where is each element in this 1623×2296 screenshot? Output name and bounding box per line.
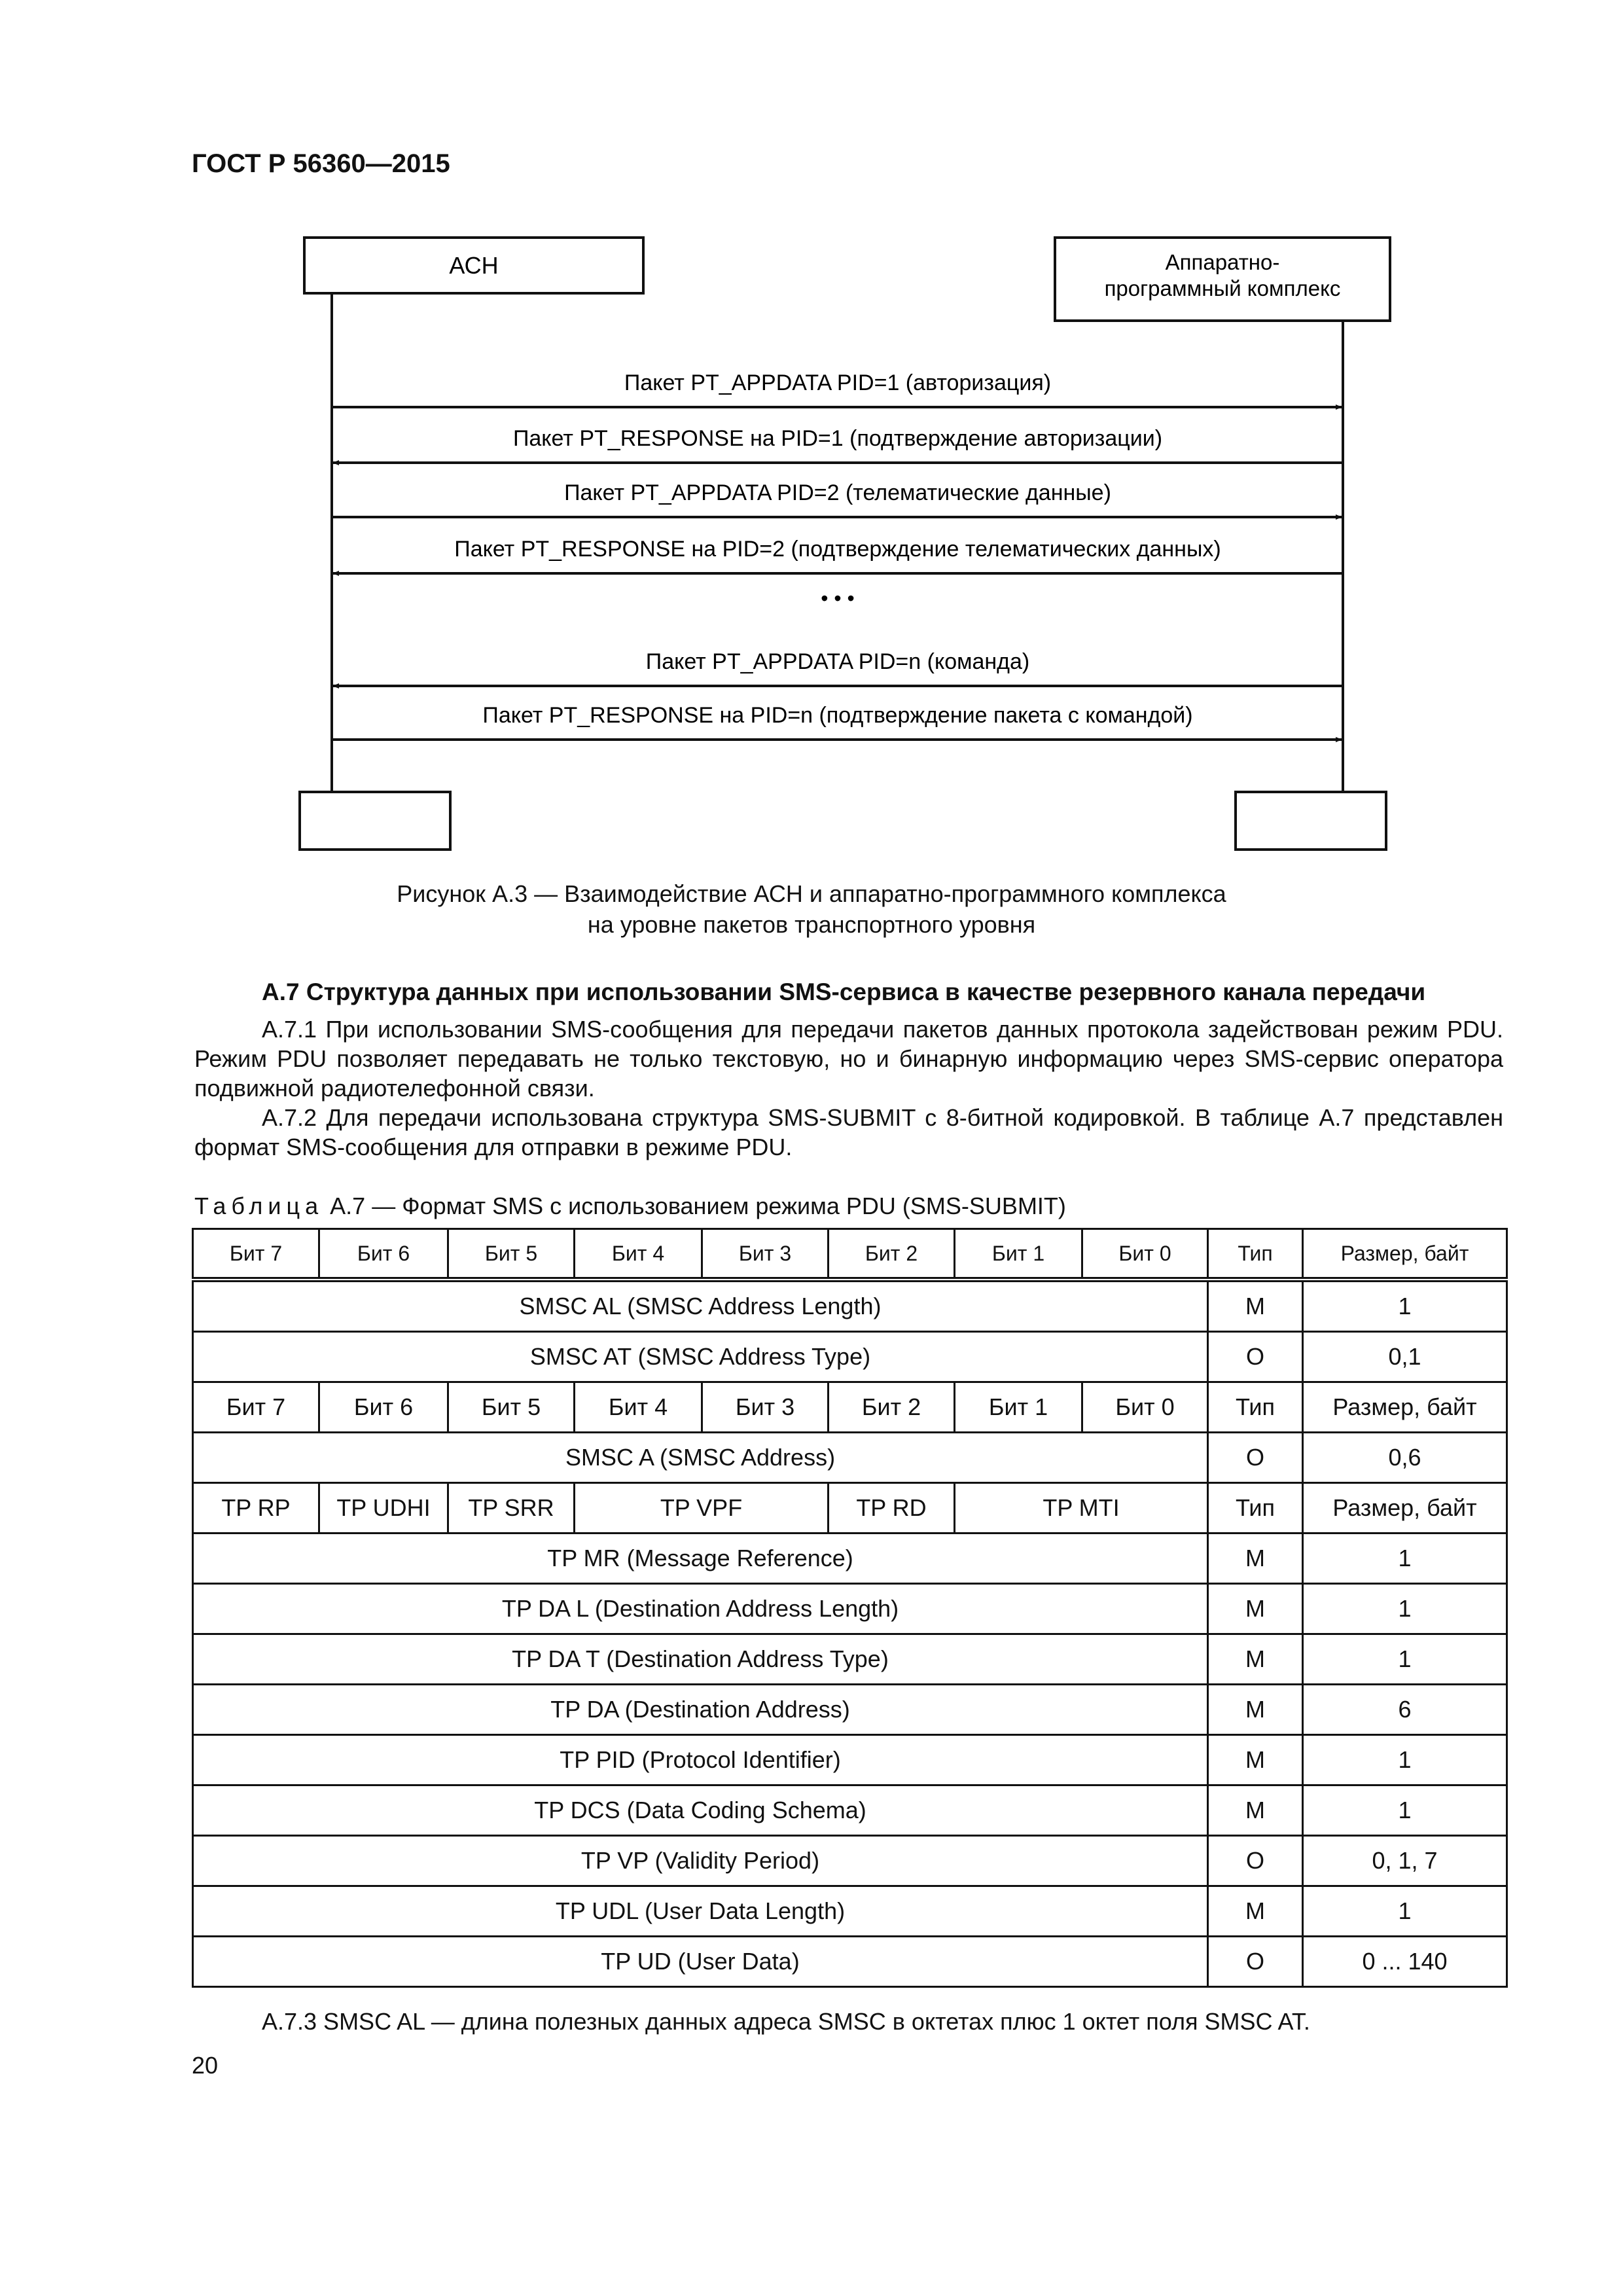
table-caption-prefix: Таблица xyxy=(194,1193,324,1219)
type-cell: М xyxy=(1208,1634,1303,1685)
paragraph-a71: А.7.1 При использовании SMS-сообщения для передачи пакетов данных протокола задействован режим PDU. Режим PDU позволяет передавать не только текстовую, но и бинарную информацию через SMS-сервис оператора подвижной радиотелефонной связи. xyxy=(194,1016,1503,1102)
header-cell: Бит 7 xyxy=(193,1229,319,1280)
message-label: Пакет PT_RESPONSE на PID=n (подтверждение пакета с командой) xyxy=(482,703,1193,728)
table-row xyxy=(193,1382,1507,1433)
type-cell: О xyxy=(1208,1433,1303,1483)
header-cell: Тип xyxy=(1208,1229,1303,1280)
size-cell: 1 xyxy=(1303,1886,1507,1937)
message-label: Пакет PT_RESPONSE на PID=1 (подтверждение авторизации) xyxy=(512,426,1163,451)
header-cell: Бит 4 xyxy=(575,1229,702,1280)
field-cell: SMSC AT (SMSC Address Type) xyxy=(193,1332,1208,1382)
table-row xyxy=(193,1332,1507,1382)
bit-cell: Бит 6 xyxy=(319,1382,448,1433)
table-caption xyxy=(194,1193,1066,1220)
header-cell: Бит 2 xyxy=(829,1229,955,1280)
size-cell: 0, 1, 7 xyxy=(1303,1836,1507,1886)
field-cell: TP DA T (Destination Address Type) xyxy=(193,1634,1208,1685)
flag-cell: TP RD xyxy=(829,1483,955,1534)
field-cell: TP DCS (Data Coding Schema) xyxy=(193,1785,1208,1836)
message-label: Пакет PT_APPDATA PID=2 (телематические данные) xyxy=(564,480,1111,505)
section-title: А.7 Структура данных при использовании SMS-сервиса в качестве резервного канала передачи xyxy=(262,978,1426,1005)
right-actor-label-line1: Аппаратно- xyxy=(1165,250,1280,274)
type-cell: М xyxy=(1208,1886,1303,1937)
paragraph-a72: А.7.2 Для передачи использована структура SMS-SUBMIT с 8-битной кодировкой. В таблице А.7 представлен формат SMS-сообщения для отправки в режиме PDU. xyxy=(194,1104,1503,1160)
type-cell: М xyxy=(1208,1785,1303,1836)
table-row xyxy=(193,1483,1507,1534)
size-cell: 0 ... 140 xyxy=(1303,1937,1507,1987)
bit-cell: Бит 3 xyxy=(702,1382,829,1433)
size-cell: 1 xyxy=(1303,1634,1507,1685)
field-cell: SMSC AL (SMSC Address Length) xyxy=(193,1280,1208,1332)
table-row xyxy=(193,1634,1507,1685)
table-row xyxy=(193,1735,1507,1785)
type-cell: Тип xyxy=(1208,1483,1303,1534)
document-header: ГОСТ Р 56360—2015 xyxy=(192,149,450,178)
type-cell: О xyxy=(1208,1332,1303,1382)
sequence-diagram xyxy=(0,0,1623,916)
field-cell: TP UD (User Data) xyxy=(193,1937,1208,1987)
size-cell: 0,6 xyxy=(1303,1433,1507,1483)
flag-cell: TP MTI xyxy=(955,1483,1208,1534)
header-cell: Бит 1 xyxy=(955,1229,1082,1280)
flag-cell: TP VPF xyxy=(575,1483,829,1534)
type-cell: М xyxy=(1208,1280,1303,1332)
footnote-a73: А.7.3 SMSC AL — длина полезных данных адреса SMSC в октетах плюс 1 октет поля SMSC AT. xyxy=(262,2008,1310,2035)
flag-cell: TP UDHI xyxy=(319,1483,448,1534)
header-cell: Бит 0 xyxy=(1082,1229,1208,1280)
table-caption-text: А.7 — Формат SMS с использованием режима PDU (SMS-SUBMIT) xyxy=(323,1193,1066,1219)
table-row xyxy=(193,1886,1507,1937)
bit-cell: Бит 1 xyxy=(955,1382,1082,1433)
table-header-row xyxy=(193,1229,1507,1280)
diagram-ellipsis: • • • xyxy=(821,586,855,610)
size-cell: 1 xyxy=(1303,1735,1507,1785)
right-actor-label-line2: программный комплекс xyxy=(1104,276,1341,300)
header-cell: Бит 5 xyxy=(448,1229,575,1280)
field-cell: TP MR (Message Reference) xyxy=(193,1534,1208,1584)
message-label: Пакет PT_APPDATA PID=n (команда) xyxy=(645,649,1030,674)
type-cell: О xyxy=(1208,1836,1303,1886)
figure-caption-line1: Рисунок А.3 — Взаимодействие АСН и аппаратно-программного комплекса xyxy=(397,880,1226,907)
type-cell: Тип xyxy=(1208,1382,1303,1433)
table-row xyxy=(193,1937,1507,1987)
type-cell: М xyxy=(1208,1685,1303,1735)
message-label: Пакет PT_RESPONSE на PID=2 (подтверждение телематических данных) xyxy=(454,537,1221,562)
bit-cell: Бит 4 xyxy=(575,1382,702,1433)
size-cell: 1 xyxy=(1303,1785,1507,1836)
field-cell: TP DA L (Destination Address Length) xyxy=(193,1584,1208,1634)
bit-cell: Бит 2 xyxy=(829,1382,955,1433)
field-cell: SMSC A (SMSC Address) xyxy=(193,1433,1208,1483)
figure-caption-line2: на уровне пакетов транспортного уровня xyxy=(587,911,1036,938)
type-cell: О xyxy=(1208,1937,1303,1987)
flag-cell: TP SRR xyxy=(448,1483,575,1534)
page-number: 20 xyxy=(192,2052,219,2079)
field-cell: TP UDL (User Data Length) xyxy=(193,1886,1208,1937)
bit-cell: Бит 0 xyxy=(1082,1382,1208,1433)
size-cell: 1 xyxy=(1303,1584,1507,1634)
bit-cell: Бит 7 xyxy=(193,1382,319,1433)
right-end-box xyxy=(1236,792,1386,850)
type-cell: М xyxy=(1208,1584,1303,1634)
table-row xyxy=(193,1685,1507,1735)
table-row xyxy=(193,1584,1507,1634)
table-row xyxy=(193,1785,1507,1836)
header-cell: Бит 3 xyxy=(702,1229,829,1280)
flag-cell: TP RP xyxy=(193,1483,319,1534)
size-cell: Размер, байт xyxy=(1303,1483,1507,1534)
size-cell: Размер, байт xyxy=(1303,1382,1507,1433)
message-label: Пакет PT_APPDATA PID=1 (авторизация) xyxy=(624,370,1052,395)
table-row xyxy=(193,1534,1507,1584)
header-cell: Размер, байт xyxy=(1303,1229,1507,1280)
field-cell: TP PID (Protocol Identifier) xyxy=(193,1735,1208,1785)
size-cell: 1 xyxy=(1303,1534,1507,1584)
left-actor-label: АСН xyxy=(449,252,499,279)
size-cell: 1 xyxy=(1303,1280,1507,1332)
bit-cell: Бит 5 xyxy=(448,1382,575,1433)
table-row xyxy=(193,1836,1507,1886)
header-cell: Бит 6 xyxy=(319,1229,448,1280)
left-end-box xyxy=(300,792,450,850)
table-row xyxy=(193,1280,1507,1332)
table-row xyxy=(193,1433,1507,1483)
type-cell: М xyxy=(1208,1735,1303,1785)
field-cell: TP DA (Destination Address) xyxy=(193,1685,1208,1735)
field-cell: TP VP (Validity Period) xyxy=(193,1836,1208,1886)
sms-format-table xyxy=(192,1228,1508,1988)
type-cell: М xyxy=(1208,1534,1303,1584)
size-cell: 6 xyxy=(1303,1685,1507,1735)
size-cell: 0,1 xyxy=(1303,1332,1507,1382)
